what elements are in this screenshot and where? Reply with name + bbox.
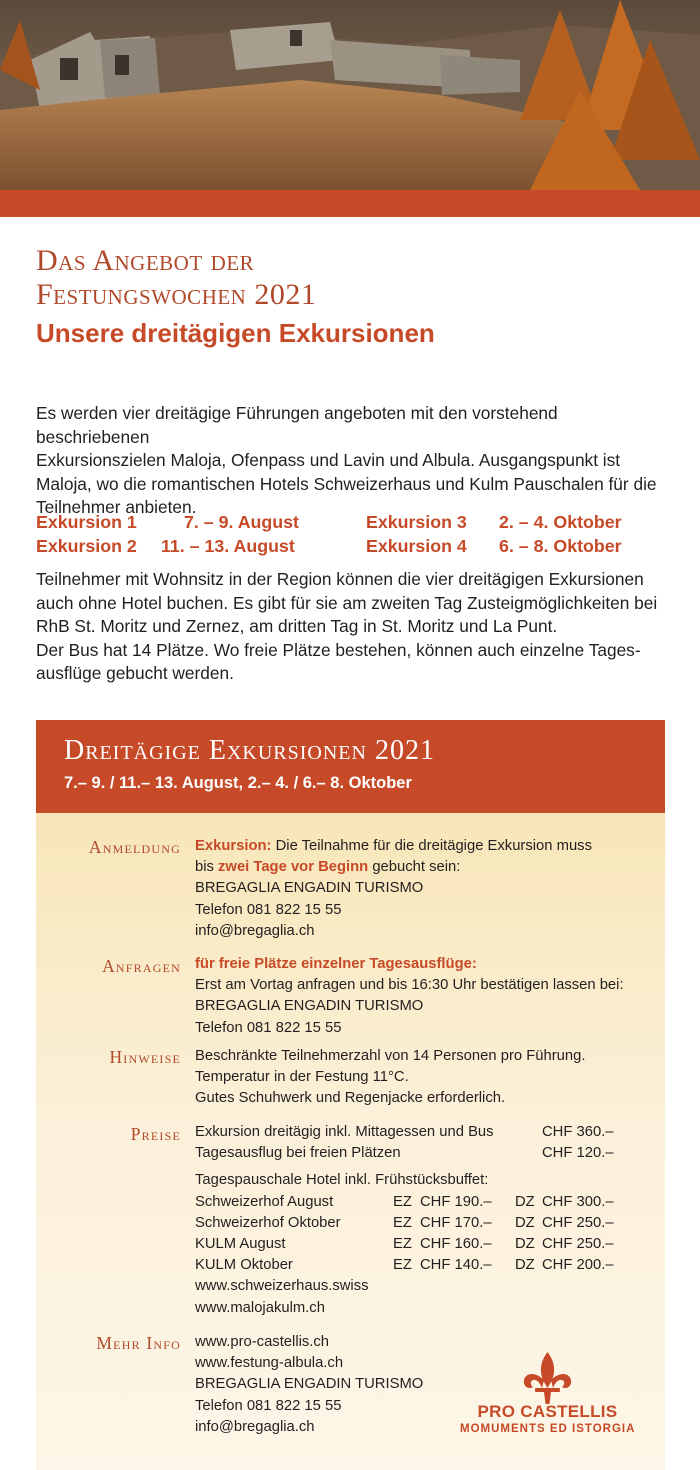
hotel-dz-price: CHF 250.–: [542, 1214, 614, 1231]
hinweise-line: Beschränkte Teilnehmerzahl von 14 Personen pro Führung.: [195, 1048, 586, 1064]
anfragen-lead: für freie Plätze einzelner Tagesausflüge:: [195, 956, 477, 972]
page-title: [36, 244, 316, 312]
anfragen-label: Anfragen: [102, 956, 181, 976]
hotel-website-link[interactable]: www.malojakulm.ch: [195, 1299, 325, 1316]
mehr-info-link[interactable]: www.festung-albula.ch: [195, 1355, 344, 1372]
outro-line: ausflüge gebucht werden.: [36, 663, 234, 683]
excursion-1-dates: 7. – 9. August: [184, 512, 299, 532]
hotel-website-link[interactable]: www.schweizerhaus.swiss: [195, 1278, 369, 1295]
excursion-2-dates: 11. – 13. August: [161, 535, 295, 556]
excursion-2-name: Exkursion 2: [36, 535, 137, 556]
anmeldung-deadline: zwei Tage vor Beginn: [218, 859, 369, 876]
intro-paragraph: [36, 402, 666, 520]
outro-line: Teilnehmer mit Wohnsitz in der Region können die vier dreitägigen Exkursionen: [36, 569, 644, 589]
excursion-4-name: Exkursion 4: [366, 535, 467, 556]
hotel-heading: [195, 1170, 655, 1191]
hotel-heading-text: Tagespauschale Hotel inkl. Frühstücksbuffet:: [195, 1172, 489, 1189]
anmeldung-text: [195, 836, 645, 942]
anmeldung-phone: Telefon 081 822 15 55: [195, 901, 342, 918]
hotel-name: KULM August: [195, 1235, 286, 1252]
hero-accent-band: [0, 190, 700, 217]
anfragen-text: [195, 954, 645, 1039]
hinweise-label: Hinweise: [109, 1047, 181, 1067]
hotel-name: KULM Oktober: [195, 1257, 293, 1274]
hotel-dz-price: CHF 300.–: [542, 1193, 614, 1210]
intro-line: Teilnehmer anbieten.: [36, 497, 197, 517]
anfragen-org: BREGAGLIA ENGADIN TURISMO: [195, 998, 424, 1015]
page-title-line2: Festungswochen 2021: [36, 278, 317, 311]
price-value: CHF 360.–: [542, 1124, 614, 1140]
price-row: [195, 1122, 655, 1143]
hotel-ez: EZ: [393, 1214, 412, 1231]
info-box-header: [36, 720, 665, 813]
hinweise-line: Gutes Schuhwerk und Regenjacke erforderlich.: [195, 1090, 506, 1107]
hinweise-line: Temperatur in der Festung 11°C.: [195, 1069, 409, 1086]
info-box-title: Dreitägige Exkursionen 2021: [64, 735, 435, 766]
anmeldung-line2-pre: bis: [195, 859, 219, 876]
pro-castellis-logo: [460, 1350, 635, 1445]
hotel-row: [195, 1213, 655, 1234]
mehr-info-label: Mehr Info: [96, 1333, 181, 1353]
intro-line: Exkursionszielen Maloja, Ofenpass und Lavin und Albula. Ausgangspunkt ist: [36, 450, 621, 470]
hotel-ez-price: CHF 190.–: [420, 1193, 492, 1210]
intro-line: Maloja, wo die romantischen Hotels Schweizerhaus und Kulm Pauschalen für die: [36, 473, 657, 494]
hotel-link-row: [195, 1298, 655, 1319]
hotel-dz-price: CHF 250.–: [542, 1235, 614, 1252]
anmeldung-email[interactable]: info@bregaglia.ch: [195, 922, 315, 939]
anfragen-phone: Telefon 081 822 15 55: [195, 1019, 342, 1036]
price-row: [195, 1143, 655, 1164]
hotel-name: Schweizerhof August: [195, 1193, 334, 1210]
outro-paragraph: [36, 568, 668, 686]
outro-line: auch ohne Hotel buchen. Es gibt für sie am zweiten Tag Zusteigmöglichkeiten bei: [36, 592, 658, 613]
hotel-dz: DZ: [515, 1257, 535, 1274]
hero-photo: [0, 0, 700, 190]
excursion-4-dates: 6. – 8. Oktober: [499, 535, 622, 556]
mehr-info-org: BREGAGLIA ENGADIN TURISMO: [195, 1376, 424, 1393]
hotel-ez-price: CHF 170.–: [420, 1214, 492, 1231]
anmeldung-line2-post: gebucht sein:: [368, 859, 461, 876]
outro-line: RhB St. Moritz und Zernez, am dritten Tag in St. Moritz und La Punt.: [36, 616, 558, 636]
hotel-link-row: [195, 1276, 655, 1297]
hotel-ez: EZ: [393, 1193, 412, 1210]
anmeldung-org: BREGAGLIA ENGADIN TURISMO: [195, 880, 424, 897]
mehr-info-link[interactable]: www.pro-castellis.ch: [195, 1334, 330, 1350]
excursion-1-name: Exkursion 1: [36, 512, 137, 532]
mehr-info-phone: Telefon 081 822 15 55: [195, 1397, 342, 1414]
hotel-dz-price: CHF 200.–: [542, 1257, 614, 1274]
hotel-row: [195, 1234, 655, 1255]
intro-line: Es werden vier dreitägige Führungen angeboten mit den vorstehend beschriebenen: [36, 403, 558, 447]
price-value: CHF 120.–: [542, 1145, 614, 1162]
preise-label: Preise: [130, 1124, 181, 1144]
hotel-ez-price: CHF 160.–: [420, 1235, 492, 1252]
anmeldung-lead: Exkursion:: [195, 838, 272, 854]
page-subtitle: Unsere dreitägigen Exkursionen: [36, 318, 435, 348]
fleur-de-lis-icon: [460, 1350, 635, 1406]
hotel-row: [195, 1255, 655, 1276]
hotel-dz: DZ: [515, 1193, 535, 1210]
hinweise-text: [195, 1046, 645, 1110]
hotel-ez: EZ: [393, 1235, 412, 1252]
hotel-ez: EZ: [393, 1257, 412, 1274]
excursion-dates: [36, 511, 666, 559]
mehr-info-email[interactable]: info@bregaglia.ch: [195, 1418, 315, 1435]
hotel-ez-price: CHF 140.–: [420, 1257, 492, 1274]
excursion-3-dates: 2. – 4. Oktober: [499, 512, 622, 532]
anmeldung-label: Anmeldung: [88, 837, 181, 857]
price-list: [195, 1122, 655, 1319]
anmeldung-line1: Die Teilnahme für die dreitägige Exkursion muss: [271, 838, 592, 854]
logo-name: PRO CASTELLIS: [477, 1402, 618, 1421]
hotel-row: [195, 1192, 655, 1213]
hotel-dz: DZ: [515, 1235, 535, 1252]
price-desc: Tagesausflug bei freien Plätzen: [195, 1145, 401, 1162]
anfragen-line2: Erst am Vortag anfragen und bis 16:30 Uhr bestätigen lassen bei:: [195, 977, 624, 994]
fortress-ruins-illustration: [0, 0, 700, 190]
page-title-line1: Das Angebot der: [36, 244, 255, 277]
outro-line: Der Bus hat 14 Plätze. Wo freie Plätze bestehen, können auch einzelne Tages-: [36, 639, 641, 660]
price-desc: Exkursion dreitägig inkl. Mittagessen und Bus: [195, 1124, 494, 1140]
hotel-name: Schweizerhof Oktober: [195, 1214, 341, 1231]
info-box-dates: 7.– 9. / 11.– 13. August, 2.– 4. / 6.– 8. Oktober: [64, 774, 412, 792]
hotel-dz: DZ: [515, 1214, 535, 1231]
excursion-3-name: Exkursion 3: [366, 512, 467, 532]
logo-tagline: MOMUMENTS ED ISTORGIA: [460, 1423, 636, 1435]
